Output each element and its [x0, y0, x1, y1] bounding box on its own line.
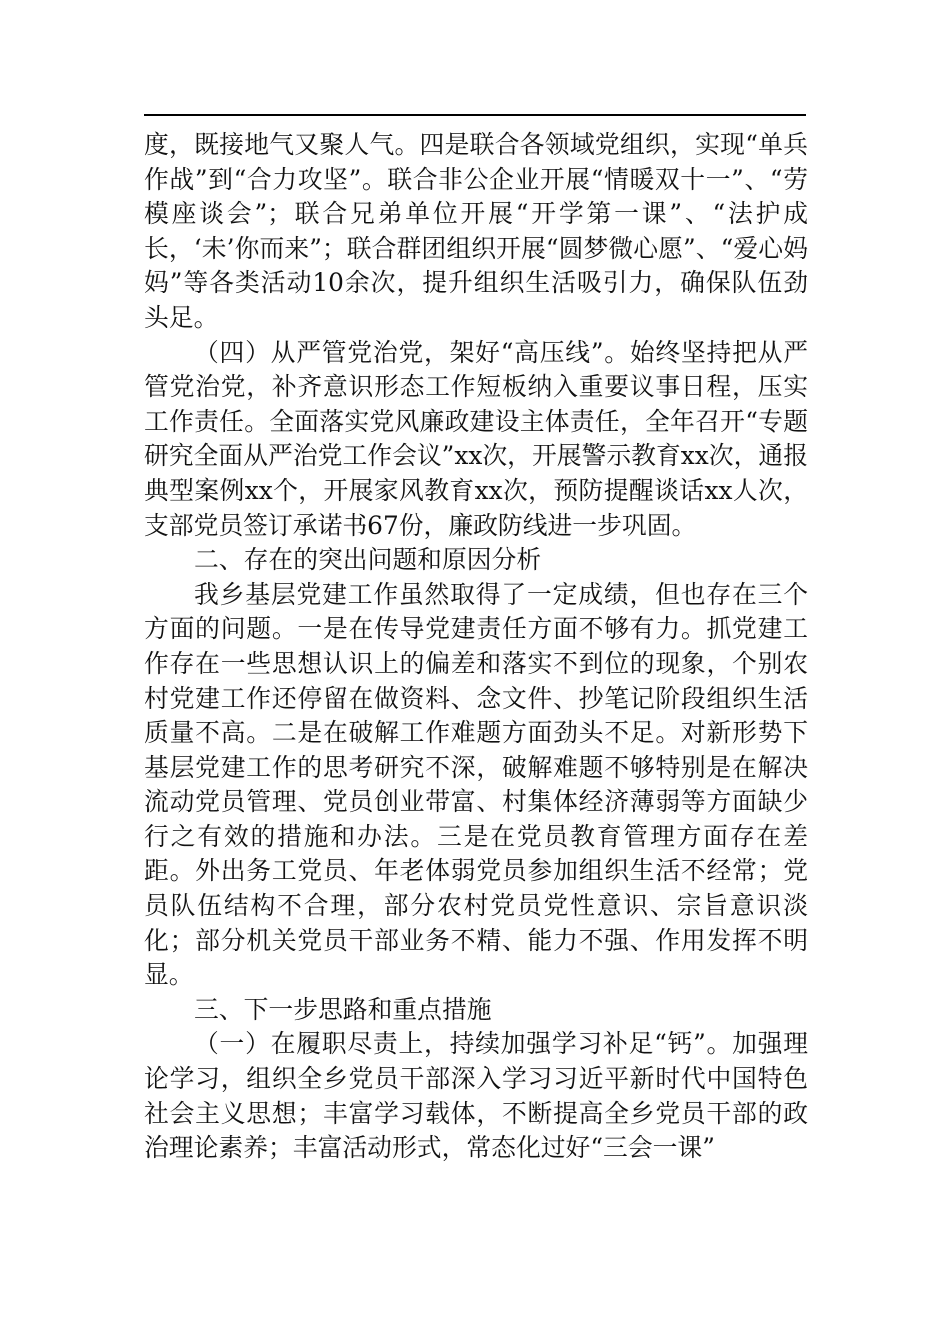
paragraph-next-steps-1: （一）在履职尽责上，持续加强学习补足“钙”。加强理论学习，组织全乡党员干部深入学习习近平新时代中国特色社会主义思想；丰富学习载体，不断提高全乡党员干部的政治理论素养；丰富活动形式，常态化过好“三会一课”: [144, 1029, 808, 1163]
heading-problems: 二、存在的突出问题和原因分析: [194, 545, 542, 575]
paragraph-problems: 我乡基层党建工作虽然取得了一定成绩，但也存在三个方面的问题。一是在传导党建责任方面不够有力。抓党建工作存在一些思想认识上的偏差和落实不到位的现象，个别农村党建工作还停留在做资料、念文件、抄笔记阶段组织生活质量不高。二是在破解工作难题方面劲头不足。对新形势下基层党建工作的思考研究不深，破解难题不够特别是在解决流动党员管理、党员创业带富、村集体经济薄弱等方面缺少行之有效的措施和办法。三是在党员教育管理方面存在差距。外出务工党员、年老体弱党员参加组织生活不经常；党员队伍结构不合理，部分农村党员党性意识、宗旨意识淡化；部分机关党员干部业务不精、能力不强、作用发挥不明显。: [144, 579, 808, 990]
paragraph-section-4: （四）从严管党治党，架好“高压线”。始终坚持把从严管党治党，补齐意识形态工作短板纳入重要议事日程，压实工作责任。全面落实党风廉政建设主体责任，全年召开“专题研究全面从严治党工作会议”xx次，开展警示教育xx次，通报典型案例xx个，开展家风教育xx次，预防提醒谈话xx人次，支部党员签订承诺书67份，廉政防线进一步巩固。: [144, 337, 808, 540]
heading-next-steps: 三、下一步思路和重点措施: [194, 994, 492, 1024]
paragraph-continuation: 度，既接地气又聚人气。四是联合各领域党组织，实现“单兵作战”到“合力攻坚”。联合非公企业开展“情暖双十一”、“劳模座谈会”；联合兄弟单位开展“开学第一课”、“法护成长，‘未’你而来”；联合群团组织开展“圆梦微心愿”、“爱心妈妈”等各类活动10余次，提升组织生活吸引力，确保队伍劲头足。: [144, 130, 808, 332]
header-rule: [144, 114, 806, 116]
document-body: [144, 128, 808, 1166]
